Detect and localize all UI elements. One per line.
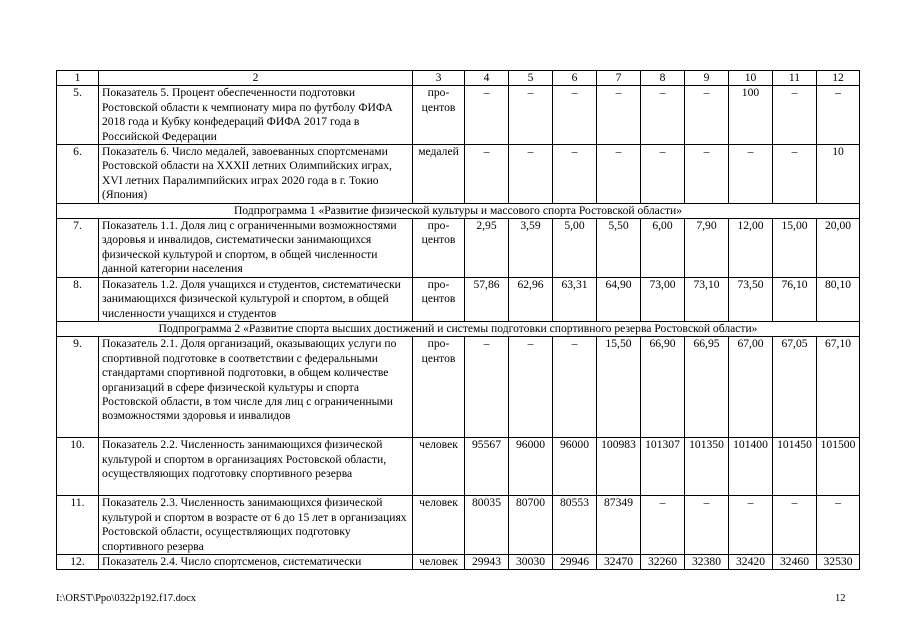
value-cell: – [641, 496, 685, 555]
indicator-description: Показатель 2.3. Численность занимающихся физической культурой и спортом в возрасте от 6 до 15 лет в организациях Ростовской области, осуществляющих подготовку спортивного резерва [99, 496, 413, 555]
value-cell: – [685, 86, 729, 145]
table-row [57, 438, 860, 496]
value-cell: 101450 [773, 438, 817, 496]
value-cell: 96000 [509, 438, 553, 496]
value-cell: – [509, 337, 553, 438]
value-cell: 67,05 [773, 337, 817, 438]
indicator-description: Показатель 1.1. Доля лиц с ограниченными возможностями здоровья и инвалидов, систематически занимающихся физической культурой и спортом, в общей численности данной категории населения [99, 219, 413, 278]
header-cell: 11 [773, 71, 817, 86]
value-cell: 80553 [553, 496, 597, 555]
value-cell: 5,00 [553, 219, 597, 278]
table-row [57, 337, 860, 438]
value-cell: 87349 [597, 496, 641, 555]
header-cell: 7 [597, 71, 641, 86]
value-cell: 66,95 [685, 337, 729, 438]
value-cell: – [553, 86, 597, 145]
table-row [57, 554, 860, 569]
value-cell: 80,10 [817, 277, 860, 321]
value-cell: 101307 [641, 438, 685, 496]
unit-cell: про- центов [413, 277, 465, 321]
value-cell: 101400 [729, 438, 773, 496]
value-cell: 96000 [553, 438, 597, 496]
value-cell: – [773, 145, 817, 204]
value-cell: 3,59 [509, 219, 553, 278]
value-cell: 32530 [817, 554, 860, 569]
table-header-row [57, 71, 860, 86]
value-cell: 32420 [729, 554, 773, 569]
value-cell: 29946 [553, 554, 597, 569]
header-cell: 1 [57, 71, 99, 86]
value-cell: 10 [817, 145, 860, 204]
row-number: 5. [57, 86, 99, 145]
header-cell: 8 [641, 71, 685, 86]
unit-cell: человек [413, 554, 465, 569]
value-cell: 15,50 [597, 337, 641, 438]
unit-cell: про- центов [413, 337, 465, 438]
footer-file-path: I:\ORST\Ppo\0322p192.f17.docx [56, 593, 197, 604]
value-cell: 5,50 [597, 219, 641, 278]
value-cell: – [641, 86, 685, 145]
value-cell: 95567 [465, 438, 509, 496]
value-cell: – [553, 145, 597, 204]
indicator-description: Показатель 6. Число медалей, завоеванных спортсменами Ростовской области на XXXII летних Олимпийских играх, XVI летних Паралимпийских играх 2020 года в г. Токио (Япония) [99, 145, 413, 204]
row-number: 11. [57, 496, 99, 555]
value-cell: 2,95 [465, 219, 509, 278]
value-cell: 32460 [773, 554, 817, 569]
subprogram-heading-row [57, 203, 860, 218]
value-cell: – [509, 145, 553, 204]
row-number: 8. [57, 277, 99, 321]
indicator-description: Показатель 2.2. Численность занимающихся физической культурой и спортом в организациях Ростовской области, осуществляющих подготовку спортивного резерва [99, 438, 413, 496]
value-cell: – [773, 86, 817, 145]
value-cell: 80700 [509, 496, 553, 555]
indicator-description: Показатель 1.2. Доля учащихся и студентов, систематически занимающихся физической культурой и спортом, в общей численности учащихся и студентов [99, 277, 413, 321]
subprogram-heading: Подпрограмма 1 «Развитие физической культуры и массового спорта Ростовской области» [57, 203, 860, 218]
value-cell: 29943 [465, 554, 509, 569]
value-cell: 32380 [685, 554, 729, 569]
indicator-description: Показатель 2.4. Число спортсменов, систематически [99, 554, 413, 569]
value-cell: – [553, 337, 597, 438]
value-cell: – [729, 145, 773, 204]
header-cell: 6 [553, 71, 597, 86]
value-cell: 66,90 [641, 337, 685, 438]
value-cell: 57,86 [465, 277, 509, 321]
indicators-table [56, 70, 860, 570]
header-cell: 9 [685, 71, 729, 86]
subprogram-heading-row [57, 321, 860, 336]
value-cell: – [465, 145, 509, 204]
value-cell: 100983 [597, 438, 641, 496]
value-cell: 63,31 [553, 277, 597, 321]
value-cell: – [509, 86, 553, 145]
value-cell: – [465, 86, 509, 145]
unit-cell: человек [413, 496, 465, 555]
value-cell: 67,10 [817, 337, 860, 438]
row-number: 12. [57, 554, 99, 569]
value-cell: 73,00 [641, 277, 685, 321]
table-row [57, 86, 860, 145]
value-cell: 101500 [817, 438, 860, 496]
unit-cell: медалей [413, 145, 465, 204]
indicator-description: Показатель 5. Процент обеспеченности подготовки Ростовской области к чемпионату мира по футболу ФИФА 2018 года и Кубку конфедераций ФИФА 2017 года в Российской Федерации [99, 86, 413, 145]
value-cell: 32470 [597, 554, 641, 569]
row-number: 6. [57, 145, 99, 204]
value-cell: 12,00 [729, 219, 773, 278]
value-cell: 32260 [641, 554, 685, 569]
header-cell: 4 [465, 71, 509, 86]
value-cell: 15,00 [773, 219, 817, 278]
footer-page-number: 12 [835, 593, 846, 604]
value-cell: 64,90 [597, 277, 641, 321]
table-row [57, 219, 860, 278]
table-row [57, 496, 860, 555]
indicator-description: Показатель 2.1. Доля организаций, оказывающих услуги по спортивной подготовке в соответствии с федеральными стандартами спортивной подготовки, в общем количестве организаций в сфере физической культуры и спорта Ростовской области, в том числе для лиц с ограниченными возможностями здоровья и инвалидов [99, 337, 413, 438]
unit-cell: человек [413, 438, 465, 496]
header-cell: 10 [729, 71, 773, 86]
row-number: 9. [57, 337, 99, 438]
value-cell: – [817, 86, 860, 145]
table-row [57, 145, 860, 204]
value-cell: 80035 [465, 496, 509, 555]
value-cell: 7,90 [685, 219, 729, 278]
table-row [57, 277, 860, 321]
value-cell: 100 [729, 86, 773, 145]
value-cell: 20,00 [817, 219, 860, 278]
value-cell: 76,10 [773, 277, 817, 321]
value-cell: 6,00 [641, 219, 685, 278]
subprogram-heading: Подпрограмма 2 «Развитие спорта высших достижений и системы подготовки спортивного резерва Ростовской области» [57, 321, 860, 336]
value-cell: 67,00 [729, 337, 773, 438]
header-cell: 12 [817, 71, 860, 86]
unit-cell: про- центов [413, 86, 465, 145]
value-cell: 73,10 [685, 277, 729, 321]
row-number: 7. [57, 219, 99, 278]
value-cell: – [773, 496, 817, 555]
value-cell: 73,50 [729, 277, 773, 321]
value-cell: – [641, 145, 685, 204]
value-cell: – [597, 145, 641, 204]
header-cell: 5 [509, 71, 553, 86]
value-cell: – [597, 86, 641, 145]
header-cell: 2 [99, 71, 413, 86]
value-cell: – [465, 337, 509, 438]
value-cell: 30030 [509, 554, 553, 569]
row-number: 10. [57, 438, 99, 496]
unit-cell: про- центов [413, 219, 465, 278]
value-cell: – [685, 496, 729, 555]
value-cell: – [685, 145, 729, 204]
header-cell: 3 [413, 71, 465, 86]
value-cell: 62,96 [509, 277, 553, 321]
value-cell: – [729, 496, 773, 555]
value-cell: – [817, 496, 860, 555]
value-cell: 101350 [685, 438, 729, 496]
